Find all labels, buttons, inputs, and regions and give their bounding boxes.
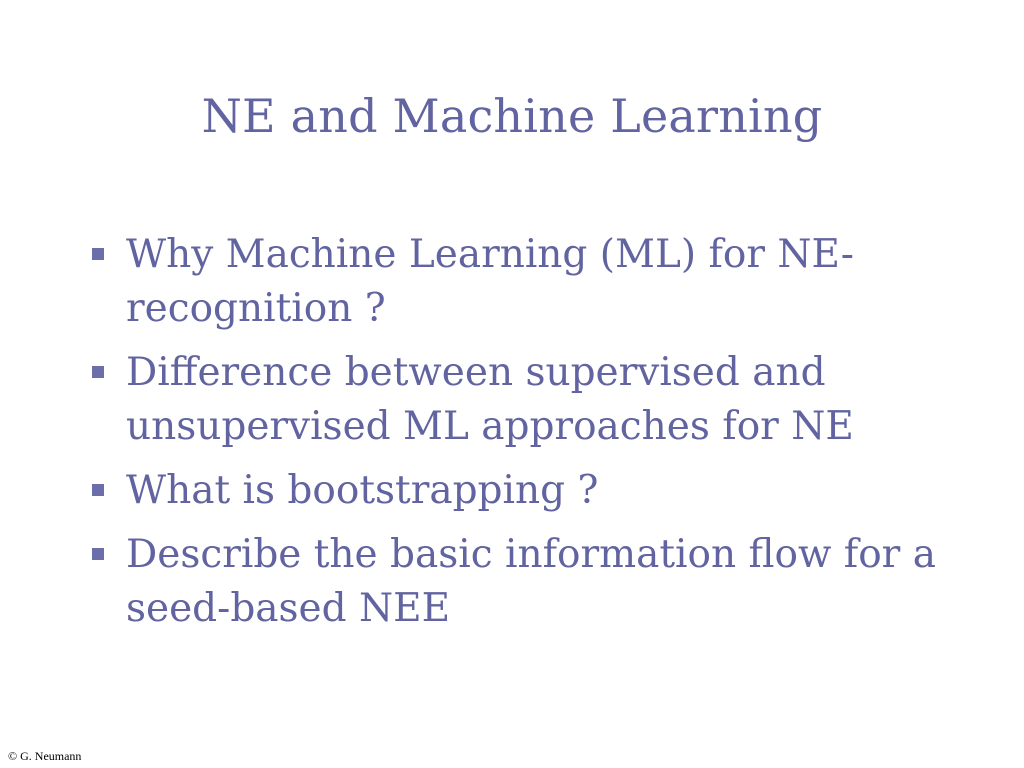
square-bullet-icon [92, 484, 104, 496]
bullet-text: Difference between supervised and unsupervised ML approaches for NE [126, 350, 854, 449]
bullet-text: Describe the basic information flow for a seed-based NEE [126, 532, 936, 631]
bullet-text: What is bootstrapping ? [126, 468, 599, 513]
bullet-list [126, 228, 986, 646]
square-bullet-icon [92, 248, 104, 260]
bullet-item [126, 228, 986, 336]
square-bullet-icon [92, 366, 104, 378]
square-bullet-icon [92, 548, 104, 560]
bullet-item [126, 528, 986, 636]
bullet-item [126, 464, 986, 518]
bullet-item [126, 346, 986, 454]
copyright-footer: © G. Neumann [8, 749, 82, 763]
slide-title: NE and Machine Learning [201, 89, 823, 143]
bullet-text: Why Machine Learning (ML) for NE-recognition ? [126, 232, 854, 331]
